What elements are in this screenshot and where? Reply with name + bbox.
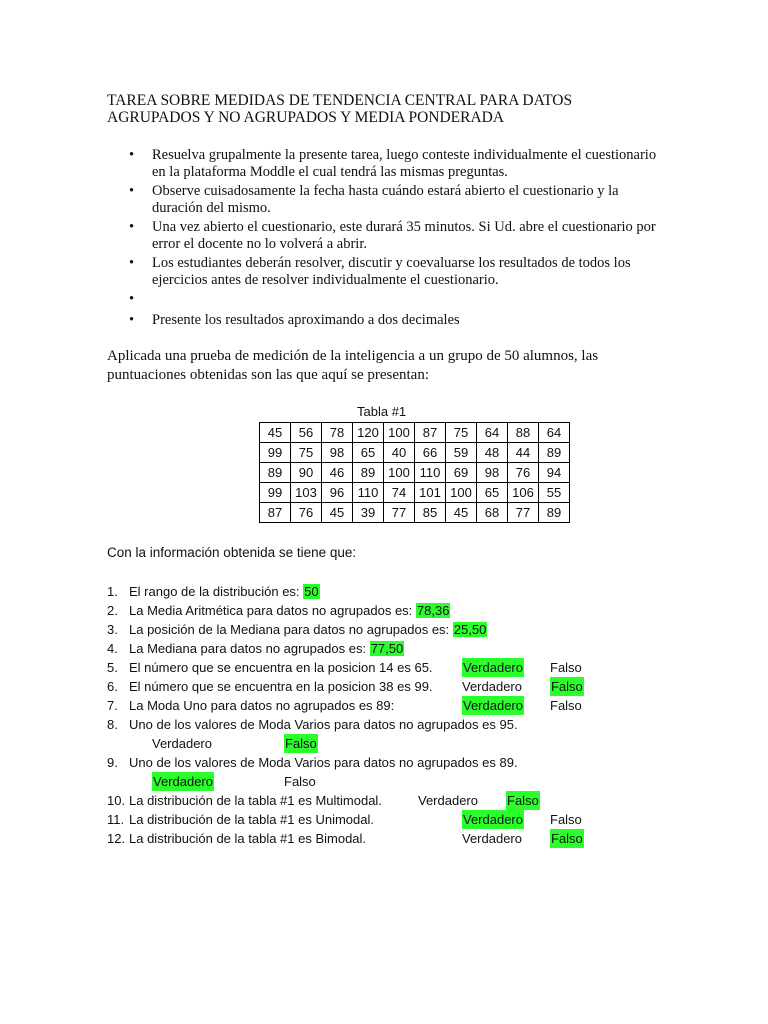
table-cell: 76 xyxy=(291,503,322,523)
bullet-icon: • xyxy=(129,312,135,328)
table-cell: 120 xyxy=(353,423,384,443)
bullet-icon: • xyxy=(129,291,135,307)
question-number: 2. xyxy=(107,603,118,618)
table-cell: 96 xyxy=(322,483,353,503)
table-row xyxy=(260,503,570,523)
table-cell: 98 xyxy=(322,443,353,463)
table-cell: 65 xyxy=(477,483,508,503)
table-cell: 44 xyxy=(508,443,539,463)
option-verdadero-selected: Verdadero xyxy=(463,812,523,827)
answer-highlight: 25,50 xyxy=(453,622,487,637)
table-cell: 46 xyxy=(322,463,353,483)
question-number: 11. xyxy=(107,812,125,827)
option-falso: Falso xyxy=(550,660,582,675)
table-row xyxy=(260,423,570,443)
option-falso-selected: Falso xyxy=(551,679,583,694)
question-number: 12. xyxy=(107,831,126,846)
bullet-icon: • xyxy=(129,183,135,199)
table-cell: 65 xyxy=(353,443,384,463)
table-cell: 74 xyxy=(384,483,415,503)
table-cell: 39 xyxy=(353,503,384,523)
table-cell: 59 xyxy=(446,443,477,463)
question-text: La distribución de la tabla #1 es Multimodal. xyxy=(129,793,382,808)
table-cell: 100 xyxy=(384,463,415,483)
question-text xyxy=(129,582,320,601)
table-cell: 89 xyxy=(353,463,384,483)
question-number: 4. xyxy=(107,641,118,656)
answer-highlight: 78,36 xyxy=(416,603,450,618)
table-row xyxy=(260,463,570,483)
table-cell: 66 xyxy=(415,443,446,463)
instruction-text: Presente los resultados aproximando a dos decimales xyxy=(152,312,460,328)
scores-table xyxy=(259,422,570,523)
bullet-icon: • xyxy=(129,219,135,235)
question-text: El número que se encuentra en la posicion 14 es 65. xyxy=(129,660,433,675)
intro-paragraph: Aplicada una prueba de medición de la inteligencia a un grupo de 50 alumnos, las puntuaciones obtenidas son las que aquí se presentan: xyxy=(107,348,599,383)
question-number: 9. xyxy=(107,755,118,770)
table-cell: 99 xyxy=(260,483,291,503)
question-text xyxy=(129,601,450,620)
table-cell: 75 xyxy=(446,423,477,443)
option-falso: Falso xyxy=(550,698,582,713)
option-falso-selected: Falso xyxy=(551,831,583,846)
question-label: El rango de la distribución es: xyxy=(129,584,300,599)
table-cell: 89 xyxy=(539,443,570,463)
question-label: La Media Aritmética para datos no agrupados es: xyxy=(129,603,413,618)
instruction-item xyxy=(107,312,667,329)
question-label: La Mediana para datos no agrupados es: xyxy=(129,641,367,656)
option-verdadero-selected: Verdadero xyxy=(463,698,523,713)
table-cell: 64 xyxy=(477,423,508,443)
option-verdadero-selected: Verdadero xyxy=(153,774,213,789)
table-cell: 88 xyxy=(508,423,539,443)
table-cell: 69 xyxy=(446,463,477,483)
table-cell: 45 xyxy=(260,423,291,443)
question-number: 6. xyxy=(107,679,118,694)
option-verdadero-selected: Verdadero xyxy=(463,660,523,675)
table-cell: 78 xyxy=(322,423,353,443)
table-cell: 64 xyxy=(539,423,570,443)
table-row xyxy=(260,443,570,463)
table-cell: 100 xyxy=(446,483,477,503)
bullet-icon: • xyxy=(129,255,135,271)
document-title xyxy=(107,92,572,126)
option-verdadero: Verdadero xyxy=(462,679,522,694)
table-cell: 103 xyxy=(291,483,322,503)
table-cell: 101 xyxy=(415,483,446,503)
question-text: Uno de los valores de Moda Varios para datos no agrupados es 95. xyxy=(129,717,518,732)
table-cell: 45 xyxy=(322,503,353,523)
option-falso-selected: Falso xyxy=(285,736,317,751)
instruction-item xyxy=(107,147,667,181)
table-cell: 89 xyxy=(260,463,291,483)
table-cell: 110 xyxy=(353,483,384,503)
table-row xyxy=(260,483,570,503)
table-cell: 99 xyxy=(260,443,291,463)
instruction-text: Los estudiantes deberán resolver, discutir y coevaluarse los resultados de todos los ejercicios antes de resolver individualmente el cuestionario. xyxy=(152,255,631,288)
table-caption: Tabla #1 xyxy=(357,404,407,419)
table-cell: 89 xyxy=(539,503,570,523)
table-cell: 85 xyxy=(415,503,446,523)
option-verdadero: Verdadero xyxy=(418,793,478,808)
option-verdadero: Verdadero xyxy=(152,736,212,751)
instruction-item xyxy=(107,183,667,217)
instruction-item-empty xyxy=(107,291,667,308)
option-falso: Falso xyxy=(284,774,316,789)
table-cell: 55 xyxy=(539,483,570,503)
instruction-text: Resuelva grupalmente la presente tarea, luego conteste individualmente el cuestionario en la plataforma Moddle el cual tendrá las mismas preguntas. xyxy=(152,147,657,180)
question-label: La posición de la Mediana para datos no agrupados es: xyxy=(129,622,450,637)
question-text xyxy=(129,620,487,639)
table-cell: 98 xyxy=(477,463,508,483)
question-text: La distribución de la tabla #1 es Unimodal. xyxy=(129,812,374,827)
instruction-text: Observe cuisadosamente la fecha hasta cuándo estará abierto el cuestionario y la duración del mismo. xyxy=(152,183,619,216)
bullet-icon: • xyxy=(129,147,135,163)
table-cell: 90 xyxy=(291,463,322,483)
table-cell: 77 xyxy=(384,503,415,523)
table-cell: 110 xyxy=(415,463,446,483)
table-cell: 75 xyxy=(291,443,322,463)
instruction-item xyxy=(107,219,667,253)
question-text: Uno de los valores de Moda Varios para datos no agrupados es 89. xyxy=(129,755,518,770)
instruction-item xyxy=(107,255,667,289)
question-number: 1. xyxy=(107,584,118,599)
question-number: 10. xyxy=(107,793,126,808)
question-text xyxy=(129,639,404,658)
table-cell: 100 xyxy=(384,423,415,443)
instructions-list xyxy=(107,147,667,331)
table-cell: 94 xyxy=(539,463,570,483)
table-cell: 56 xyxy=(291,423,322,443)
question-number: 5. xyxy=(107,660,118,675)
title-line-2: AGRUPADOS Y NO AGRUPADOS Y MEDIA PONDERADA xyxy=(107,109,505,126)
table-cell: 48 xyxy=(477,443,508,463)
answer-highlight: 77,50 xyxy=(370,641,404,656)
option-falso-selected: Falso xyxy=(507,793,539,808)
table-cell: 87 xyxy=(260,503,291,523)
table-cell: 68 xyxy=(477,503,508,523)
question-number: 3. xyxy=(107,622,118,637)
table-cell: 76 xyxy=(508,463,539,483)
results-intro: Con la información obtenida se tiene que: xyxy=(107,545,357,560)
title-line-1: TAREA SOBRE MEDIDAS DE TENDENCIA CENTRAL PARA DATOS xyxy=(107,92,573,109)
table-cell: 40 xyxy=(384,443,415,463)
option-falso: Falso xyxy=(550,812,582,827)
option-verdadero: Verdadero xyxy=(462,831,522,846)
question-text: La distribución de la tabla #1 es Bimodal. xyxy=(129,831,367,846)
question-number: 7. xyxy=(107,698,118,713)
table-cell: 77 xyxy=(508,503,539,523)
question-number: 8. xyxy=(107,717,118,732)
table-cell: 106 xyxy=(508,483,539,503)
instruction-text: Una vez abierto el cuestionario, este durará 35 minutos. Si Ud. abre el cuestionario por error el docente no lo volverá a abrir. xyxy=(152,219,656,252)
answer-highlight: 50 xyxy=(304,584,319,599)
table-cell: 45 xyxy=(446,503,477,523)
question-text: La Moda Uno para datos no agrupados es 89: xyxy=(129,698,395,713)
question-text: El número que se encuentra en la posicion 38 es 99. xyxy=(129,679,433,694)
table-cell: 87 xyxy=(415,423,446,443)
